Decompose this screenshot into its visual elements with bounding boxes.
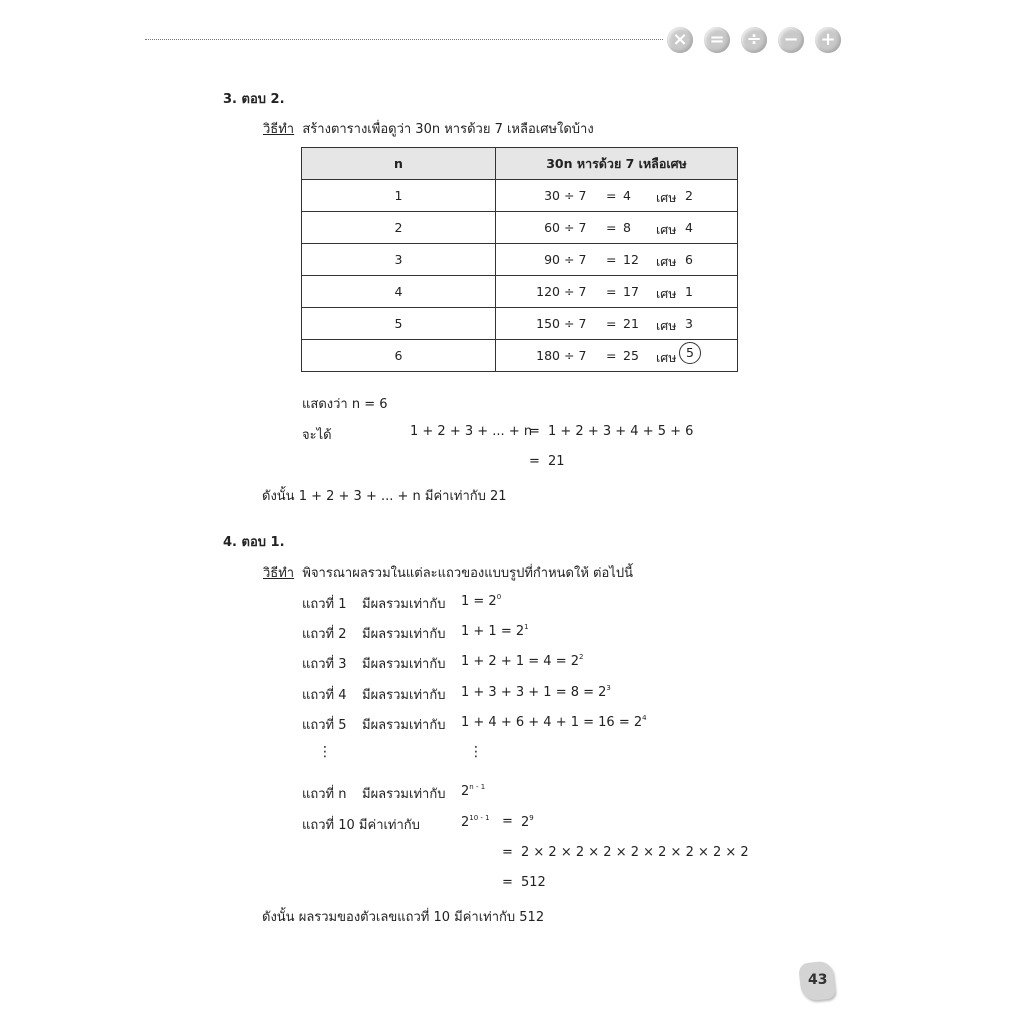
- row10-value: [521, 814, 534, 830]
- minus-icon: −: [778, 27, 804, 53]
- row10-value-base: 2: [521, 815, 530, 830]
- table-cell-division: [496, 340, 737, 371]
- table-cell-n: 2: [302, 212, 496, 244]
- table-cell-n: 1: [302, 180, 496, 212]
- q3-method-text: สร้างตารางเพื่อดูว่า 30n หารด้วย 7 เหลือเศษใดบ้าง: [302, 122, 594, 137]
- equals-icon: =: [704, 27, 730, 53]
- table-cell-division: [496, 244, 737, 275]
- remainder-label: เศษ: [656, 286, 677, 301]
- table-row: [302, 340, 738, 372]
- divisor: ÷ 7: [564, 252, 587, 267]
- row-expression: [461, 684, 611, 700]
- q3-get-rhs2: 21: [548, 454, 565, 469]
- row-expression: [461, 593, 501, 609]
- quotient: 8: [623, 220, 631, 235]
- remainder-label: เศษ: [656, 350, 677, 365]
- table-cell-n: 3: [302, 244, 496, 276]
- divisor: ÷ 7: [564, 348, 587, 363]
- quotient: 21: [623, 316, 639, 331]
- divisor: ÷ 7: [564, 316, 587, 331]
- divisor: ÷ 7: [564, 220, 587, 235]
- table-cell-division: [496, 212, 737, 243]
- q3-title: 3. ตอบ 2.: [223, 92, 285, 107]
- row-n-label: แถวที่ n: [302, 787, 347, 802]
- row-sum-label: มีผลรวมเท่ากับ: [362, 718, 446, 733]
- remainder-value: 1: [685, 284, 693, 299]
- row-expr-text: 1 + 1 = 2: [461, 624, 525, 639]
- q3-shows: แสดงว่า n = 6: [302, 397, 388, 412]
- row10-base: 2: [461, 815, 470, 830]
- row-label: แถวที่ 5: [302, 718, 347, 733]
- dividend: 90: [544, 252, 560, 267]
- quotient: 4: [623, 188, 631, 203]
- row-n-expression: [461, 783, 485, 799]
- q3-get-eq: =: [529, 424, 540, 439]
- table-cell-division: [496, 276, 737, 307]
- equals-sign: =: [606, 252, 617, 267]
- row-exponent: 2: [578, 653, 584, 661]
- row-exponent: 4: [642, 714, 647, 722]
- divide-icon: ÷: [741, 27, 767, 53]
- row-label: แถวที่ 4: [302, 688, 347, 703]
- row-exponent: 0: [496, 593, 502, 601]
- row10-eq: =: [502, 814, 513, 829]
- multiply-icon: ×: [667, 27, 693, 53]
- row10-value-exponent: 9: [529, 814, 534, 822]
- row-expr-text: 1 = 2: [461, 594, 497, 609]
- row-expr-text: 1 + 3 + 3 + 1 = 8 = 2: [461, 685, 607, 700]
- quotient: 25: [623, 348, 639, 363]
- remainder-label: เศษ: [656, 190, 677, 205]
- equals-sign: =: [606, 220, 617, 235]
- remainder-value: 2: [685, 188, 693, 203]
- dividend: 60: [544, 220, 560, 235]
- remainder-table: [301, 147, 738, 372]
- row10-label: แถวที่ 10 มีค่าเท่ากับ: [302, 818, 420, 833]
- dividend: 180: [536, 348, 560, 363]
- table-header-row: [302, 148, 738, 180]
- row-label: แถวที่ 2: [302, 627, 347, 642]
- row10-exponent: 10 - 1: [469, 814, 490, 822]
- row-label: แถวที่ 3: [302, 657, 347, 672]
- divisor: ÷ 7: [564, 188, 587, 203]
- page-number: 43: [808, 972, 828, 988]
- q3-get-rhs: 1 + 2 + 3 + 4 + 5 + 6: [548, 424, 694, 439]
- row-label: แถวที่ 1: [302, 597, 347, 612]
- row-expr-text: 1 + 2 + 1 = 4 = 2: [461, 654, 579, 669]
- q3-method: [263, 118, 594, 139]
- q4-conclusion: ดังนั้น ผลรวมของตัวเลขแถวที่ 10 มีค่าเท่ากับ 512: [262, 910, 545, 925]
- table-cell-n: 4: [302, 276, 496, 308]
- table-row: [302, 180, 738, 212]
- row-expression: [461, 653, 583, 669]
- row-exponent: 1: [524, 623, 529, 631]
- dividend: 30: [544, 188, 560, 203]
- row-expression: [461, 623, 529, 639]
- row-expression: [461, 714, 647, 730]
- q3-method-label: วิธีทำ: [263, 122, 295, 137]
- vdots-left: ⋮: [318, 744, 332, 760]
- table-row: [302, 308, 738, 340]
- remainder-value: 6: [685, 252, 693, 267]
- q4-method-label: วิธีทำ: [263, 566, 295, 581]
- divisor: ÷ 7: [564, 284, 587, 299]
- dividend: 150: [536, 316, 560, 331]
- row-n-exponent: n - 1: [469, 783, 486, 791]
- table-row: [302, 276, 738, 308]
- q4-method: [263, 562, 633, 583]
- table-header-n: n: [302, 148, 496, 180]
- plus-icon: +: [815, 27, 841, 53]
- row-expr-text: 1 + 4 + 6 + 4 + 1 = 16 = 2: [461, 715, 643, 730]
- dividend: 120: [536, 284, 560, 299]
- table-cell-n: 6: [302, 340, 496, 372]
- table-row: [302, 244, 738, 276]
- row-n-sum-label: มีผลรวมเท่ากับ: [362, 787, 446, 802]
- step2-product: 2 × 2 × 2 × 2 × 2 × 2 × 2 × 2 × 2: [521, 845, 749, 860]
- equals-sign: =: [606, 284, 617, 299]
- row-exponent: 3: [606, 684, 611, 692]
- remainder-label: เศษ: [656, 222, 677, 237]
- q4-method-text: พิจารณาผลรวมในแต่ละแถวของแบบรูปที่กำหนดให้ ต่อไปนี้: [302, 566, 633, 581]
- table-row: [302, 212, 738, 244]
- quotient: 17: [623, 284, 639, 299]
- q3-conclusion: ดังนั้น 1 + 2 + 3 + ... + n มีค่าเท่ากับ 21: [262, 489, 507, 504]
- step3-result: 512: [521, 875, 546, 890]
- circled-remainder-value: 5: [679, 342, 701, 364]
- equals-sign: =: [606, 348, 617, 363]
- q3-get-label: จะได้: [302, 428, 332, 443]
- row-sum-label: มีผลรวมเท่ากับ: [362, 627, 446, 642]
- q4-title: 4. ตอบ 1.: [223, 535, 285, 550]
- equals-sign: =: [606, 188, 617, 203]
- quotient: 12: [623, 252, 639, 267]
- remainder-value: 3: [685, 316, 693, 331]
- remainder-label: เศษ: [656, 318, 677, 333]
- equals-sign: =: [606, 316, 617, 331]
- table-cell-division: [496, 180, 737, 211]
- row-sum-label: มีผลรวมเท่ากับ: [362, 688, 446, 703]
- table-header-remainder: 30n หารด้วย 7 เหลือเศษ: [496, 148, 738, 180]
- step3-eq: =: [502, 875, 513, 890]
- row-sum-label: มีผลรวมเท่ากับ: [362, 657, 446, 672]
- table-cell-division: [496, 308, 737, 339]
- step2-eq: =: [502, 845, 513, 860]
- q3-get-eq2: =: [529, 454, 540, 469]
- remainder-value: 4: [685, 220, 693, 235]
- table-cell-n: 5: [302, 308, 496, 340]
- q3-get-lhs: 1 + 2 + 3 + ... + n: [410, 424, 533, 439]
- vdots-right: ⋮: [469, 744, 483, 760]
- row-n-base: 2: [461, 784, 470, 799]
- row-sum-label: มีผลรวมเท่ากับ: [362, 597, 446, 612]
- header-dotted-rule: [145, 39, 663, 40]
- remainder-label: เศษ: [656, 254, 677, 269]
- row10-expression: [461, 814, 490, 830]
